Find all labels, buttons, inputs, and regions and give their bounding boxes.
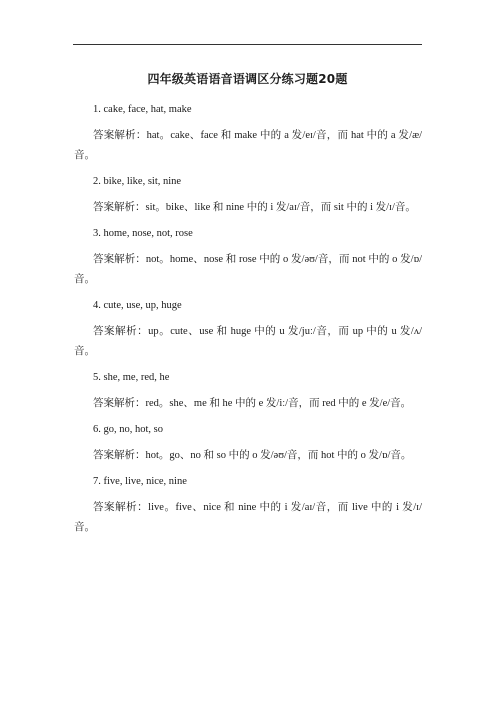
exercise-answer: 答案解析：hat。cake、face 和 make 中的 a 发/eɪ/音，而 hat 中的 a 发/æ/音。	[74, 130, 422, 161]
exercise-question: 5. she, me, red, he	[93, 372, 170, 383]
exercise-item	[74, 226, 422, 290]
exercise-item	[74, 174, 422, 218]
exercise-question: 6. go, no, hot, so	[93, 424, 164, 435]
exercise-item	[74, 370, 422, 414]
exercise-question: 7. five, live, nice, nine	[93, 476, 187, 487]
exercise-item	[74, 474, 422, 538]
exercise-answer: 答案解析：live。five、nice 和 nine 中的 i 发/aɪ/音，而 live 中的 i 发/ɪ/音。	[74, 502, 422, 533]
header-rule	[73, 44, 422, 45]
exercise-item	[74, 422, 422, 466]
exercise-answer: 答案解析：hot。go、no 和 so 中的 o 发/əʊ/音，而 hot 中的 o 发/ɒ/音。	[93, 450, 412, 461]
exercise-answer: 答案解析：not。home、nose 和 rose 中的 o 发/əʊ/音，而 not 中的 o 发/ɒ/音。	[74, 254, 422, 285]
exercise-item	[74, 102, 422, 166]
exercise-answer: 答案解析：sit。bike、like 和 nine 中的 i 发/aɪ/音，而 sit 中的 i 发/ɪ/音。	[93, 202, 416, 213]
exercise-question: 1. cake, face, hat, make	[93, 104, 192, 115]
exercise-question: 2. bike, like, sit, nine	[93, 176, 182, 187]
exercise-answer: 答案解析：red。she、me 和 he 中的 e 发/iː/音，而 red 中的 e 发/e/音。	[93, 398, 412, 409]
document-title: 四年级英语语音语调区分练习题20题	[147, 72, 348, 86]
exercise-question: 3. home, nose, not, rose	[93, 228, 193, 239]
exercise-answer: 答案解析：up。cute、use 和 huge 中的 u 发/juː/音，而 up 中的 u 发/ʌ/音。	[74, 326, 422, 357]
exercise-question: 4. cute, use, up, huge	[93, 300, 182, 311]
exercise-list	[74, 102, 422, 546]
exercise-item	[74, 298, 422, 362]
